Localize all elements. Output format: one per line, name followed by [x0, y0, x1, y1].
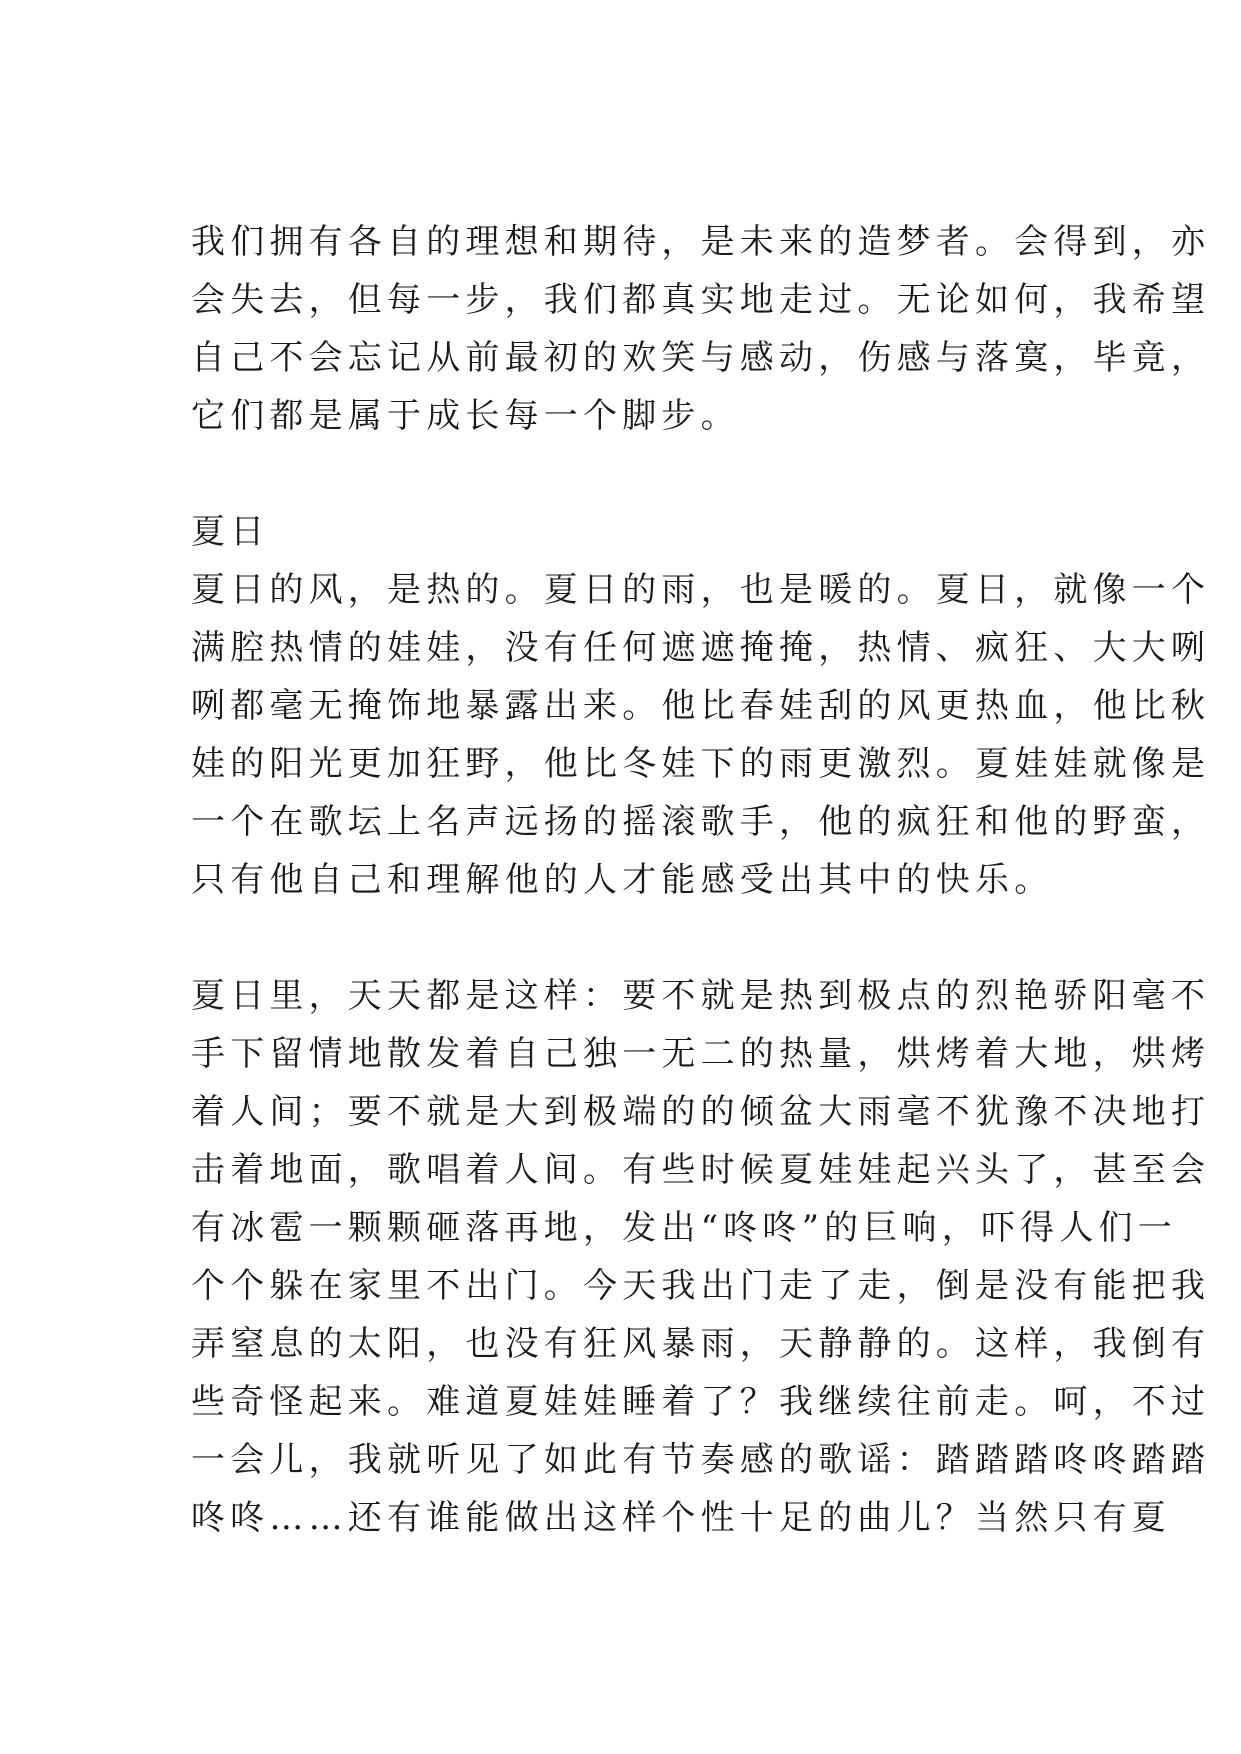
text-line: 夏日里，天天都是这样：要不就是热到极点的烈艳骄阳毫不 [191, 976, 1211, 1016]
text-line: 自己不会忘记从前最初的欢笑与感动，伤感与落寞，毕竟， [191, 338, 1211, 378]
text-line: 我们拥有各自的理想和期待，是未来的造梦者。会得到，亦 [191, 222, 1211, 262]
text-line: 手下留情地散发着自己独一无二的热量，烘烤着大地，烘烤 [191, 1034, 1211, 1074]
text-line: 着人间；要不就是大到极端的的倾盆大雨毫不犹豫不决地打 [191, 1092, 1211, 1132]
text-line: 些奇怪起来。难道夏娃娃睡着了？我继续往前走。呵，不过 [191, 1382, 1211, 1422]
text-line: 咚咚……还有谁能做出这样个性十足的曲儿？当然只有夏 [191, 1498, 1171, 1538]
text-line: 弄窒息的太阳，也没有狂风暴雨，天静静的。这样，我倒有 [191, 1324, 1211, 1364]
text-line: 个个躲在家里不出门。今天我出门走了走，倒是没有能把我 [191, 1266, 1211, 1306]
text-line: 夏日的风，是热的。夏日的雨，也是暖的。夏日，就像一个 [191, 570, 1211, 610]
text-line: 只有他自己和理解他的人才能感受出其中的快乐。 [191, 860, 1054, 900]
section-heading: 夏日 [191, 512, 270, 552]
text-line: 它们都是属于成长每一个脚步。 [191, 396, 740, 436]
text-line: 一个在歌坛上名声远扬的摇滚歌手，他的疯狂和他的野蛮， [191, 802, 1211, 842]
text-line: 咧都毫无掩饰地暴露出来。他比春娃刮的风更热血，他比秋 [191, 686, 1211, 726]
text-line: 会失去，但每一步，我们都真实地走过。无论如何，我希望 [191, 280, 1211, 320]
text-line: 一会儿，我就听见了如此有节奏感的歌谣：踏踏踏咚咚踏踏 [191, 1440, 1211, 1480]
text-line: 击着地面，歌唱着人间。有些时候夏娃娃起兴头了，甚至会 [191, 1150, 1211, 1190]
text-line: 有冰雹一颗颗砸落再地，发出“咚咚”的巨响，吓得人们一 [191, 1208, 1177, 1248]
text-line: 满腔热情的娃娃，没有任何遮遮掩掩，热情、疯狂、大大咧 [191, 628, 1211, 668]
text-line: 娃的阳光更加狂野，他比冬娃下的雨更激烈。夏娃娃就像是 [191, 744, 1211, 784]
